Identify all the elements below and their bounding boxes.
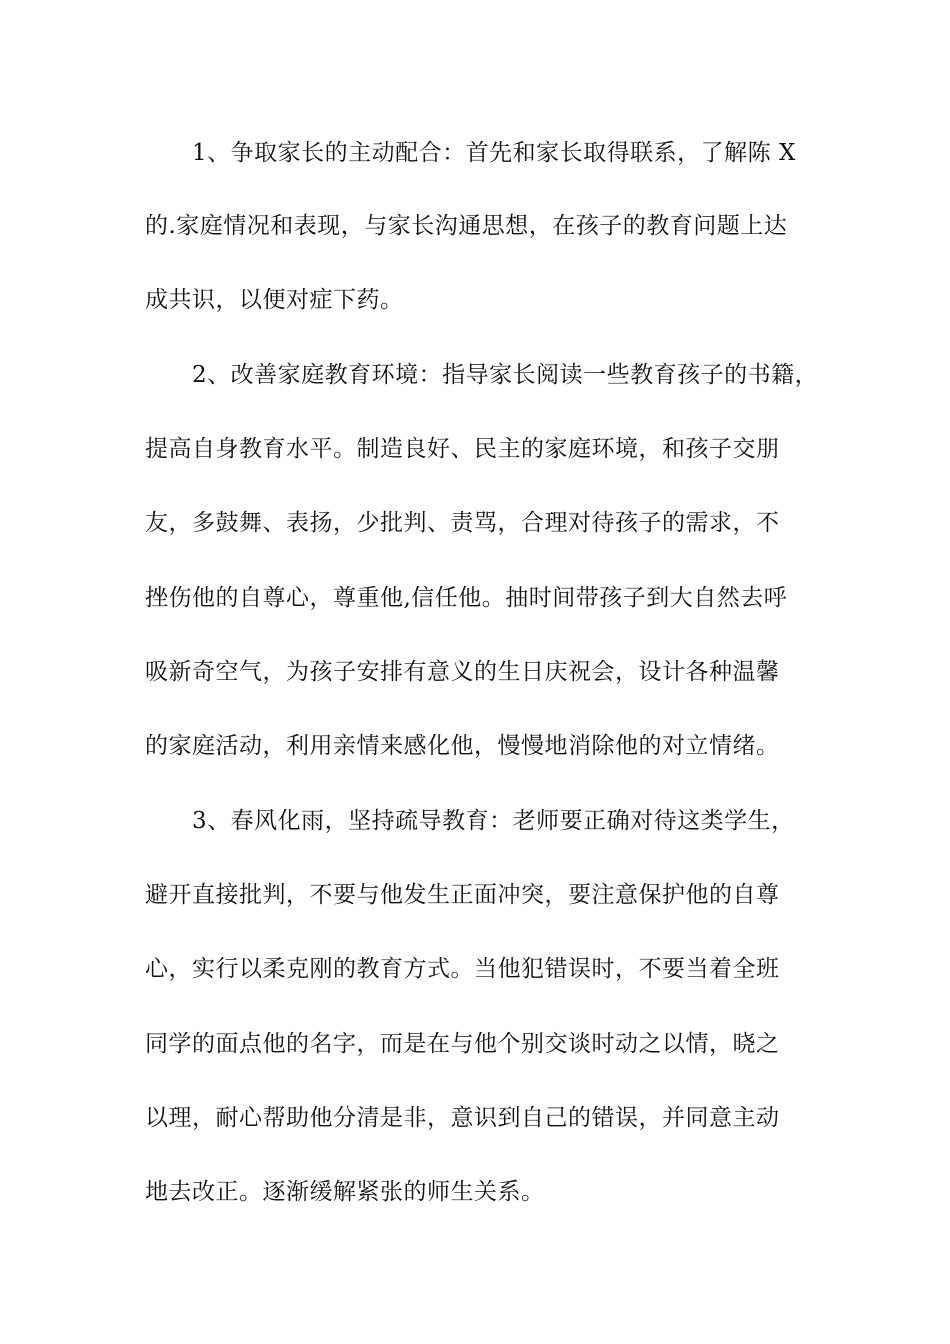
paragraph-3-line-5: 以理，耐心帮助他分清是非，意识到自己的错误，并同意主动 bbox=[145, 1105, 780, 1131]
paragraph-2-line-6: 的家庭活动，利用亲情来感化他，慢慢地消除他的对立情绪。 bbox=[145, 733, 780, 759]
paragraph-2-line-2: 提高自身教育水平。制造良好、民主的家庭环境，和孩子交朋 bbox=[145, 436, 780, 462]
paragraph-3-line-2: 避开直接批判，不要与他发生正面冲突，要注意保护他的自尊 bbox=[145, 882, 780, 908]
paragraph-1-line-2: 的.家庭情况和表现，与家长沟通思想，在孩子的教育问题上达 bbox=[145, 213, 788, 239]
paragraph-2-line-3: 友，多鼓舞、表扬，少批判、责骂，合理对待孩子的需求，不 bbox=[145, 510, 780, 536]
paragraph-2-line-5: 吸新奇空气，为孩子安排有意义的生日庆祝会，设计各种温馨 bbox=[145, 659, 780, 685]
paragraph-3-line-3: 心，实行以柔克刚的教育方式。当他犯错误时，不要当着全班 bbox=[145, 956, 780, 982]
paragraph-3-line-4: 同学的面点他的名字，而是在与他个别交谈时动之以情，晓之 bbox=[145, 1031, 780, 1057]
paragraph-1-line-3: 成共识，以便对症下药。 bbox=[145, 287, 404, 313]
paragraph-3-line-6: 地去改正。逐渐缓解紧张的师生关系。 bbox=[145, 1179, 545, 1205]
paragraph-2-line-4: 挫伤他的自尊心，尊重他,信任他。抽时间带孩子到大自然去呼 bbox=[145, 585, 788, 611]
paragraph-3-line-1: 3、春风化雨，坚持疏导教育：老师要正确对待这类学生， bbox=[192, 808, 795, 834]
paragraph-1-line-1: 1、争取家长的主动配合：首先和家长取得联系，了解陈 X bbox=[192, 140, 796, 166]
paragraph-2-line-1: 2、改善家庭教育环境：指导家长阅读一些教育孩子的书籍， bbox=[192, 362, 819, 388]
